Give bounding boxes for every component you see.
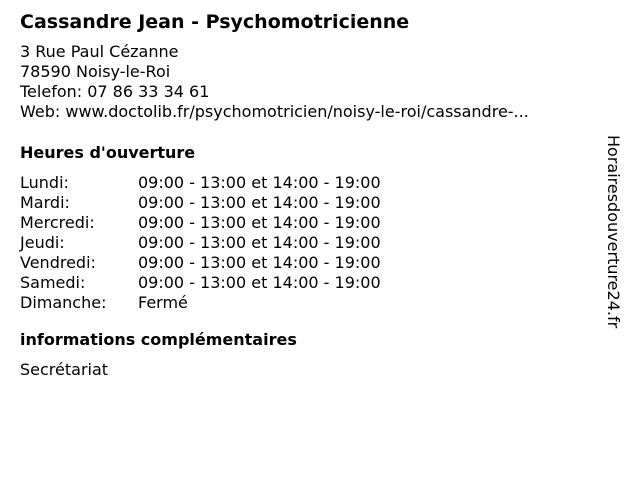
hours-row (20, 293, 600, 313)
time-value: 09:00 - 13:00 et 14:00 - 19:00 (138, 233, 381, 252)
hours-row (20, 253, 600, 273)
info-text: Secrétariat (20, 360, 109, 379)
time-value: 09:00 - 13:00 et 14:00 - 19:00 (138, 193, 381, 212)
hours-row (20, 193, 600, 213)
city-address: 78590 Noisy-le-Roi (20, 62, 171, 81)
business-card (20, 10, 600, 380)
website-link[interactable]: Web: www.doctolib.fr/psychomotricien/noisy-le-roi/cassandre-... (20, 102, 529, 121)
time-value: 09:00 - 13:00 et 14:00 - 19:00 (138, 273, 381, 292)
day-label: Jeudi: (20, 233, 65, 252)
time-value: 09:00 - 13:00 et 14:00 - 19:00 (138, 213, 381, 232)
info-heading: informations complémentaires (20, 330, 297, 349)
site-watermark: Horairesdouverture24.fr (604, 135, 623, 329)
page-title: Cassandre Jean - Psychomotricienne (20, 11, 410, 33)
hours-row (20, 213, 600, 233)
time-value: 09:00 - 13:00 et 14:00 - 19:00 (138, 253, 381, 272)
hours-heading: Heures d'ouverture (20, 143, 196, 162)
day-label: Lundi: (20, 173, 69, 192)
phone-number: Telefon: 07 86 33 34 61 (20, 82, 210, 101)
day-label: Mercredi: (20, 213, 95, 232)
street-address: 3 Rue Paul Cézanne (20, 42, 179, 61)
day-label: Dimanche: (20, 293, 107, 312)
time-value: Fermé (138, 293, 188, 312)
hours-row (20, 173, 600, 193)
day-label: Mardi: (20, 193, 70, 212)
hours-row (20, 233, 600, 253)
hours-row (20, 273, 600, 293)
hours-table (20, 173, 600, 313)
day-label: Vendredi: (20, 253, 96, 272)
contact-block (20, 42, 600, 122)
time-value: 09:00 - 13:00 et 14:00 - 19:00 (138, 173, 381, 192)
day-label: Samedi: (20, 273, 86, 292)
